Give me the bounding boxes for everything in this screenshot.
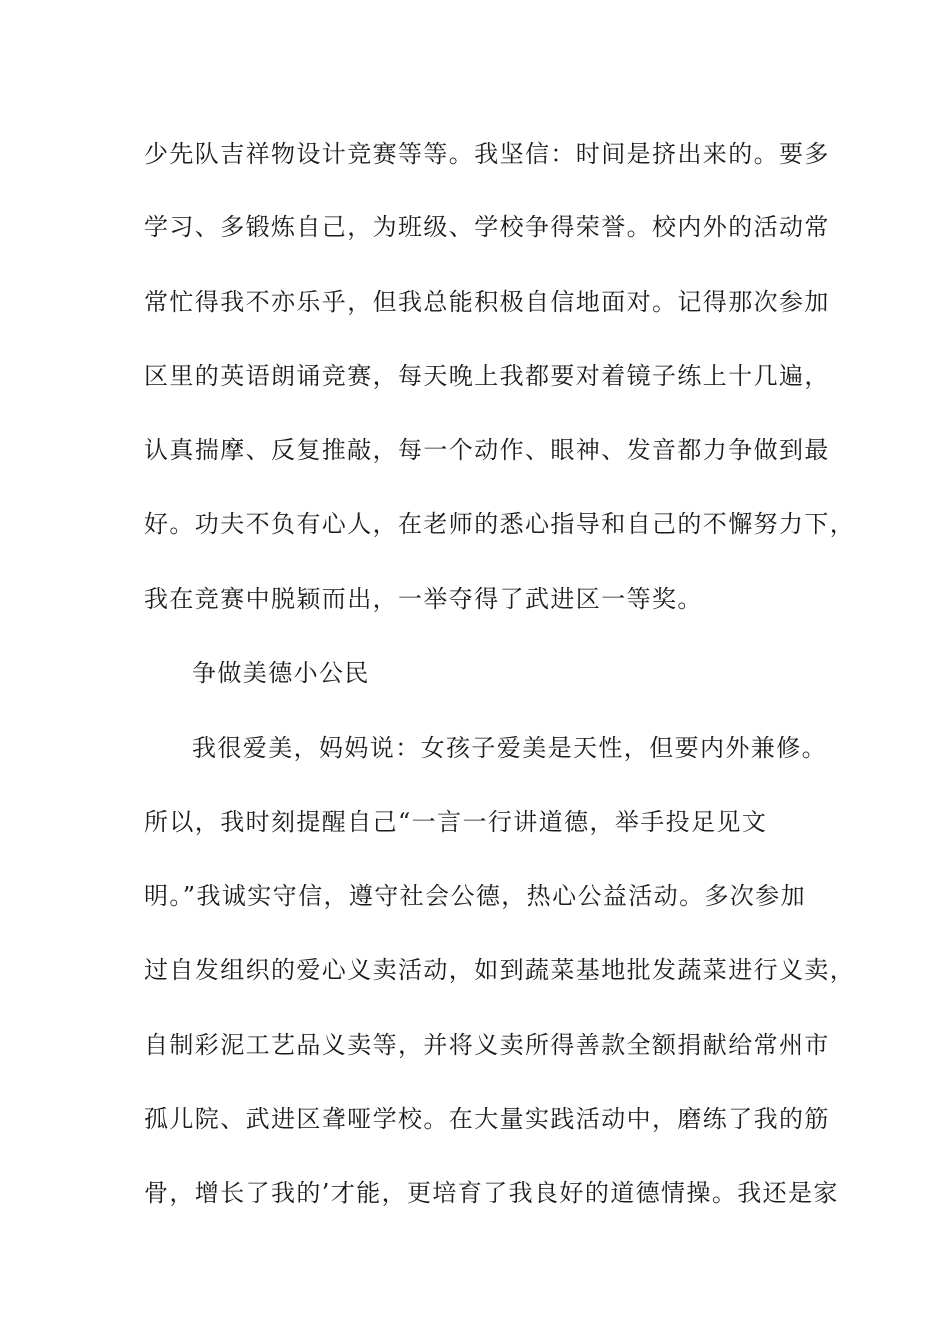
paragraph-line: 自制彩泥工艺品义卖等，并将义卖所得善款全额捐献给常州市 [144, 1031, 830, 1059]
paragraph-line: 骨，增长了我的’才能，更培育了我良好的道德情操。我还是家 [144, 1179, 839, 1207]
paragraph-line: 过自发组织的爱心义卖活动，如到蔬菜基地批发蔬菜进行义卖， [144, 956, 856, 984]
paragraph-line: 孤儿院、武进区聋哑学校。在大量实践活动中，磨练了我的筋 [144, 1105, 830, 1133]
paragraph-line: 好。功夫不负有心人，在老师的悉心指导和自己的不懈努力下， [144, 510, 856, 538]
paragraph-line: 我很爱美，妈妈说：女孩子爱美是天性，但要内外兼修。 [192, 734, 827, 762]
paragraph-line: 少先队吉祥物设计竞赛等等。我坚信：时间是挤出来的。要多 [144, 140, 830, 168]
paragraph-line: 认真揣摩、反复推敲，每一个动作、眼神、发音都力争做到最 [144, 436, 830, 464]
paragraph-line: 我在竞赛中脱颖而出，一举夺得了武进区一等奖。 [144, 585, 703, 613]
paragraph-line: 学习、多锻炼自己，为班级、学校争得荣誉。校内外的活动常 [144, 213, 830, 241]
section-heading: 争做美德小公民 [192, 659, 370, 687]
paragraph-line: 明。”我诚实守信，遵守社会公德，热心公益活动。多次参加 [144, 882, 807, 910]
paragraph-line: 所以，我时刻提醒自己“一言一行讲道德，举手投足见文 [144, 808, 768, 836]
paragraph-line: 常忙得我不亦乐乎，但我总能积极自信地面对。记得那次参加 [144, 288, 830, 316]
paragraph-line: 区里的英语朗诵竞赛，每天晚上我都要对着镜子练上十几遍， [144, 362, 830, 390]
